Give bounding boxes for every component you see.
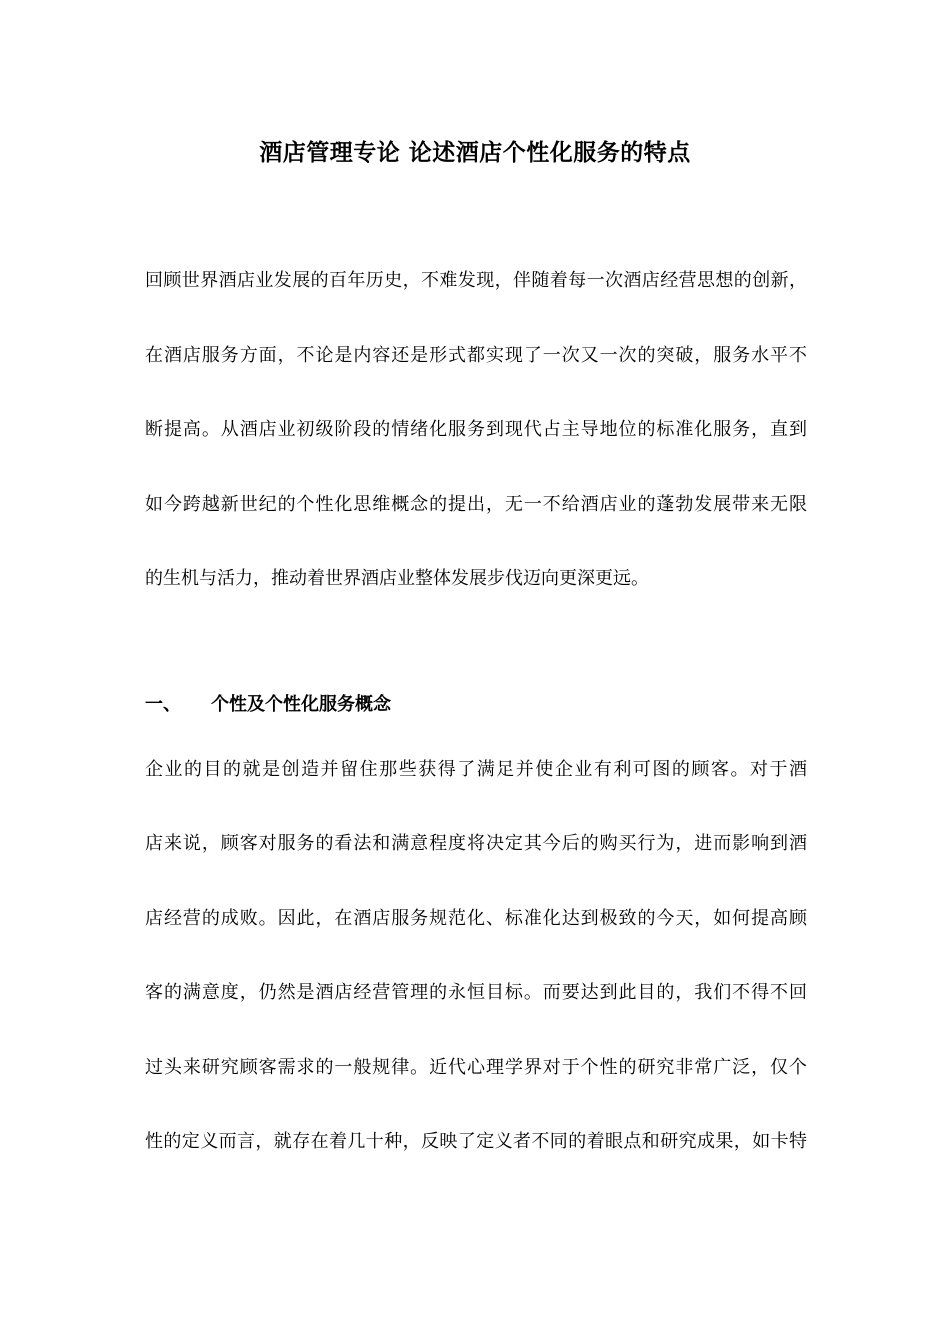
intro-line: 的生机与活力，推动着世界酒店业整体发展步伐迈向更深更远。 <box>145 568 649 589</box>
section-line: 性的定义而言，就存在着几十种，反映了定义者不同的着眼点和研究成果，如卡特 <box>145 1131 807 1152</box>
section-line: 店经营的成败。因此，在酒店服务规范化、标准化达到极致的今天，如何提高顾 <box>145 908 807 929</box>
intro-line: 回顾世界酒店业发展的百年历史，不难发现，伴随着每一次酒店经营思想的创新， <box>145 270 807 291</box>
document-title: 酒店管理专论 论述酒店个性化服务的特点 <box>259 140 691 166</box>
section-number: 一、 <box>145 694 181 715</box>
section-line: 过头来研究顾客需求的一般规律。近代心理学界对于个性的研究非常广泛，仅个 <box>145 1057 807 1078</box>
intro-line: 如今跨越新世纪的个性化思维概念的提出，无一不给酒店业的蓬勃发展带来无限 <box>145 494 807 515</box>
intro-line: 断提高。从酒店业初级阶段的情绪化服务到现代占主导地位的标准化服务，直到 <box>145 419 807 440</box>
section-line: 企业的目的就是创造并留住那些获得了满足并使企业有利可图的顾客。对于酒 <box>145 759 807 780</box>
section-line: 店来说，顾客对服务的看法和满意程度将决定其今后的购买行为，进而影响到酒 <box>145 833 807 854</box>
section-heading <box>145 690 391 720</box>
intro-line: 在酒店服务方面，不论是内容还是形式都实现了一次又一次的突破，服务水平不 <box>145 345 807 366</box>
section-line: 客的满意度，仍然是酒店经营管理的永恒目标。而要达到此目的，我们不得不回 <box>145 982 807 1003</box>
section-heading-text: 个性及个性化服务概念 <box>211 694 391 715</box>
